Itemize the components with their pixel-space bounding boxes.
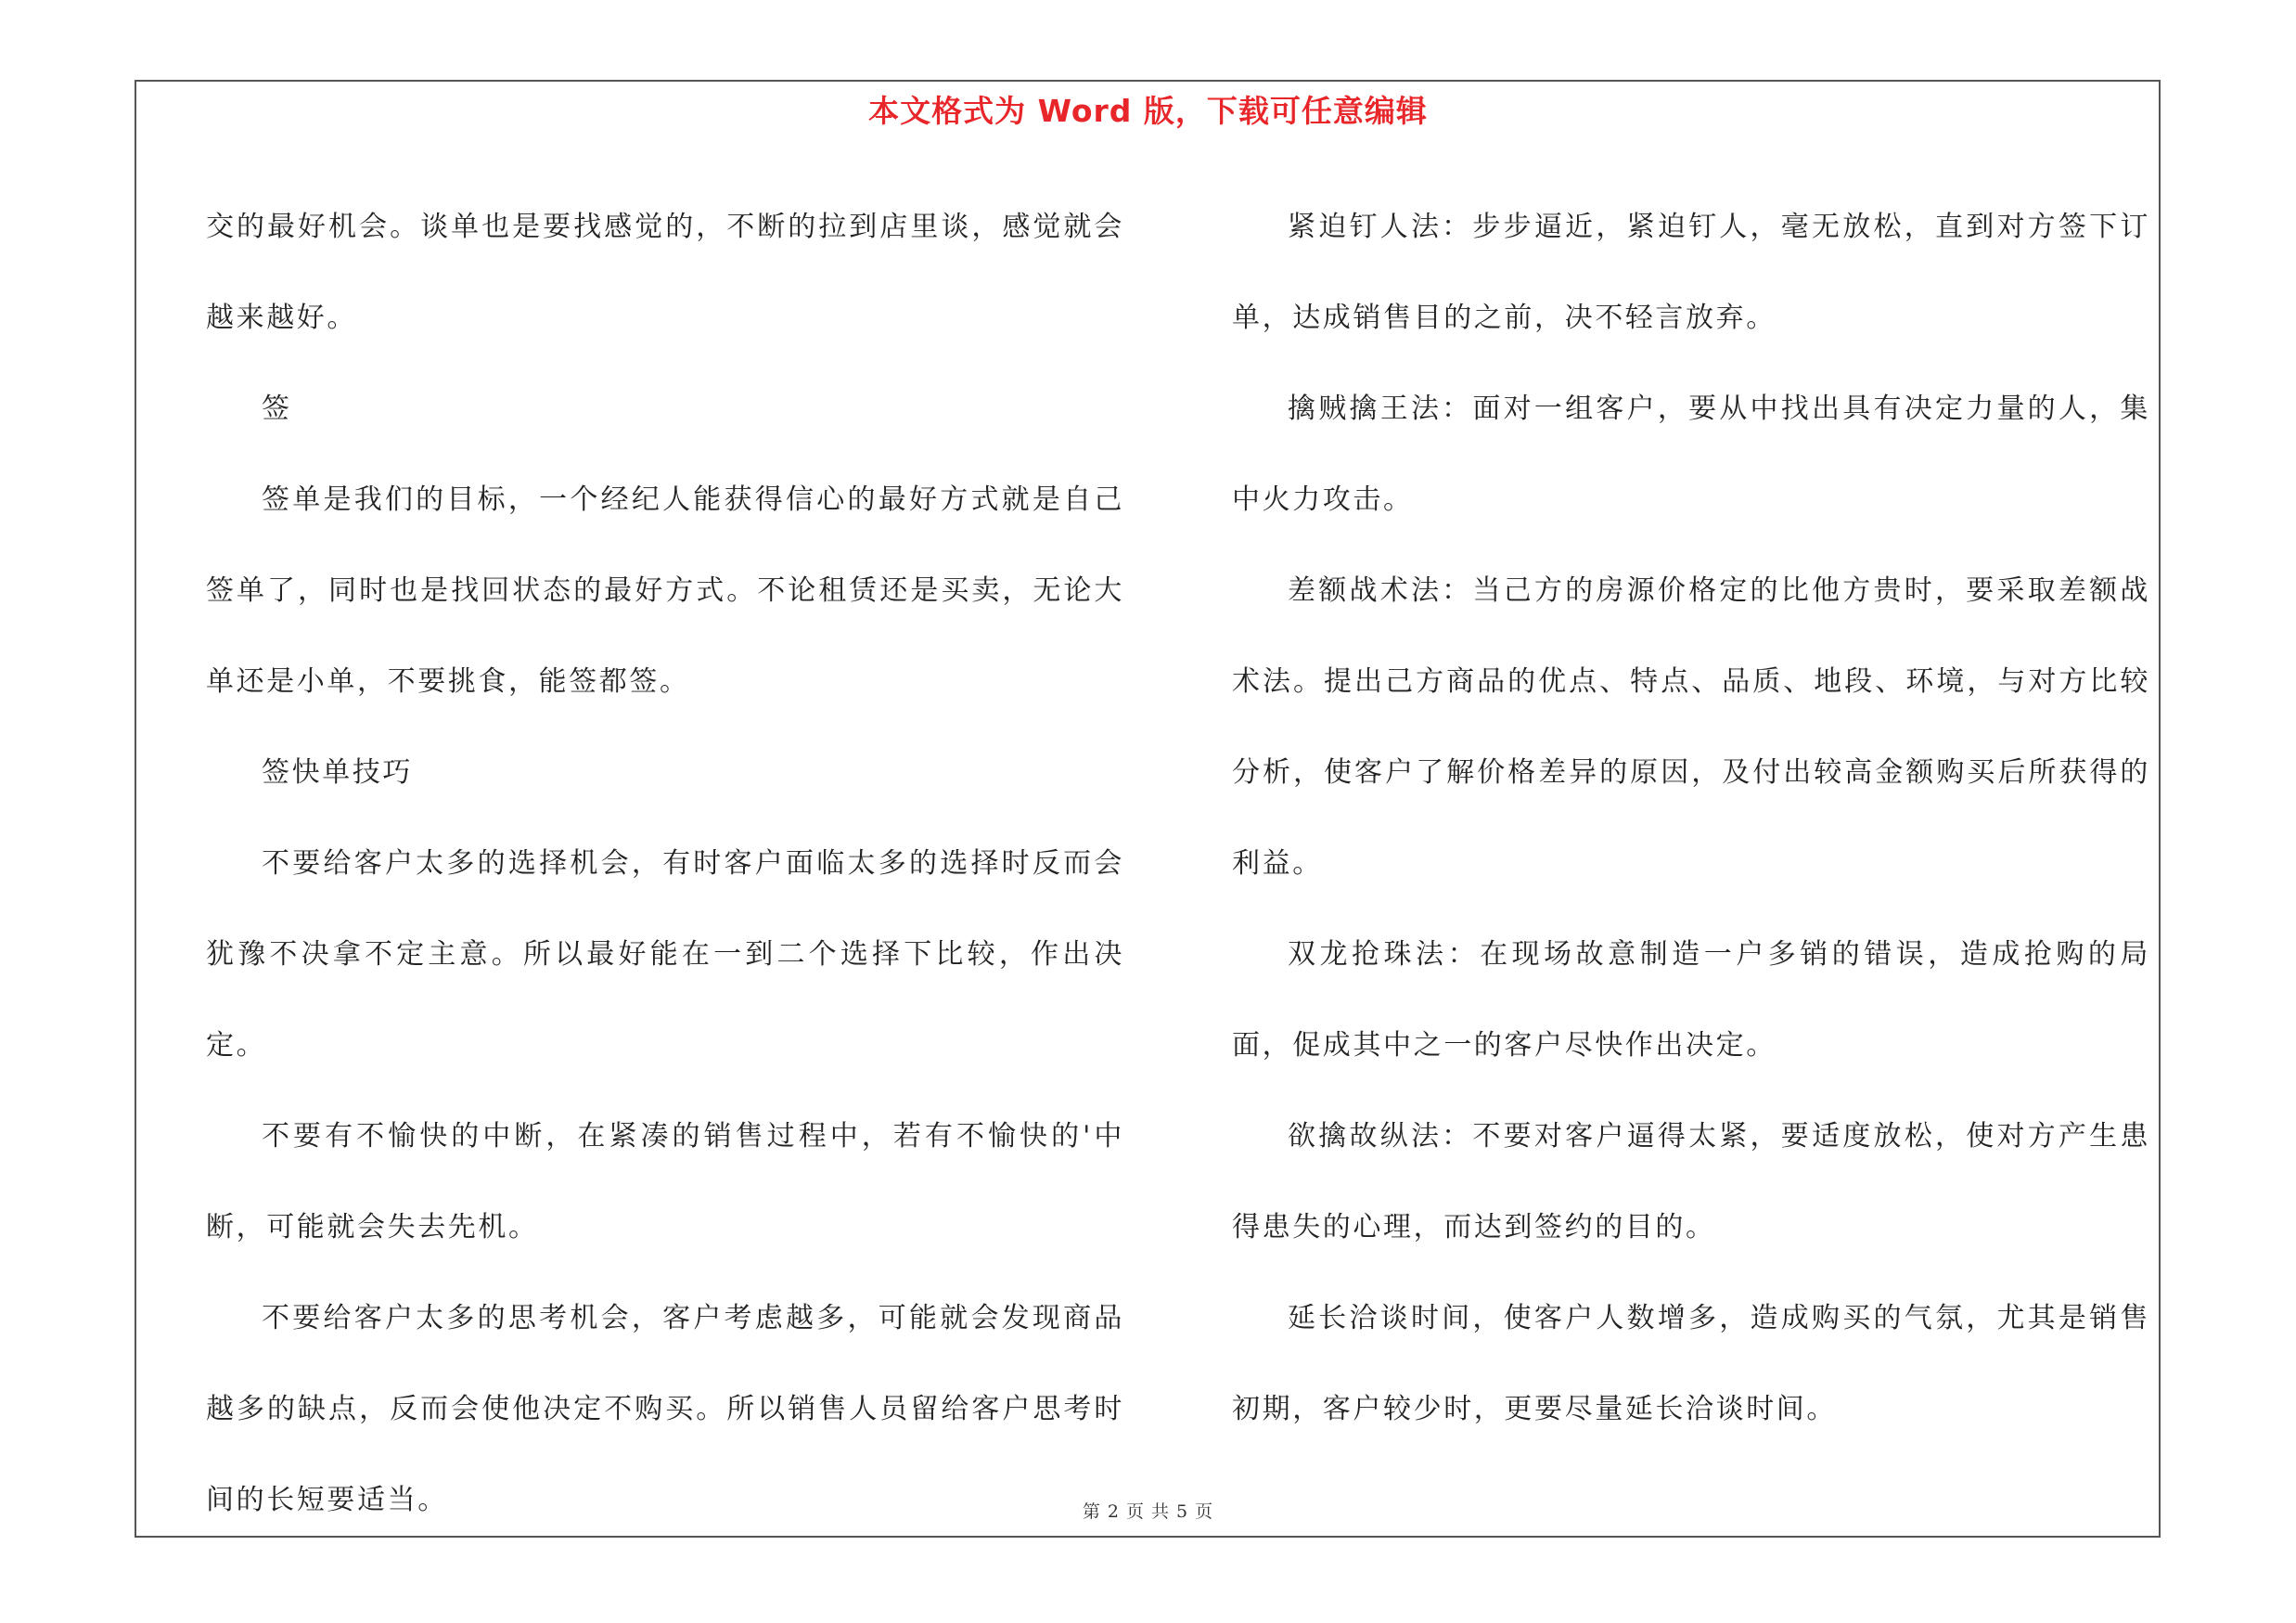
paragraph: 不要有不愉快的中断，在紧凑的销售过程中，若有不愉快的'中断，可能就会失去先机。: [206, 1120, 1124, 1243]
word-format-banner: 本文格式为 Word 版，下载可任意编辑: [868, 93, 1428, 129]
paragraph: 交的最好机会。谈单也是要找感觉的，不断的拉到店里谈，感觉就会越来越好。: [206, 211, 1124, 334]
paragraph: 双龙抢珠法：在现场故意制造一户多销的错误，造成抢购的局面，促成其中之一的客户尽快作出决定。: [1232, 938, 2150, 1062]
paragraph: 紧迫钉人法：步步逼近，紧迫钉人，毫无放松，直到对方签下订单，达成销售目的之前，决不轻言放弃。: [1232, 211, 2150, 334]
paragraph: 差额战术法：当己方的房源价格定的比他方贵时，要采取差额战术法。提出己方商品的优点、特点、品质、地段、环境，与对方比较分析，使客户了解价格差异的原因，及付出较高金额购买后所获得的利益。: [1232, 574, 2150, 880]
paragraph: 欲擒故纵法：不要对客户逼得太紧，要适度放松，使对方产生患得患失的心理，而达到签约的目的。: [1232, 1120, 2150, 1243]
right-column: [1232, 182, 2150, 1455]
paragraph: 签: [262, 393, 292, 425]
paragraph: 不要给客户太多的思考机会，客户考虑越多，可能就会发现商品越多的缺点，反而会使他决定不购买。所以销售人员留给客户思考时间的长短要适当。: [206, 1302, 1124, 1516]
paragraph: 擒贼擒王法：面对一组客户，要从中找出具有决定力量的人，集中火力攻击。: [1232, 393, 2150, 516]
paragraph: 延长洽谈时间，使客户人数增多，造成购买的气氛，尤其是销售初期，客户较少时，更要尽量延长洽谈时间。: [1232, 1302, 2150, 1425]
paragraph: 不要给客户太多的选择机会，有时客户面临太多的选择时反而会犹豫不决拿不定主意。所以最好能在一到二个选择下比较，作出决定。: [206, 847, 1124, 1062]
page-number-footer: 第 2 页 共 5 页: [1082, 1501, 1214, 1522]
paragraph: 签单是我们的目标，一个经纪人能获得信心的最好方式就是自己签单了，同时也是找回状态的最好方式。不论租赁还是买卖，无论大单还是小单，不要挑食，能签都签。: [206, 483, 1124, 698]
left-column: [206, 182, 1124, 1546]
paragraph: 签快单技巧: [262, 756, 413, 789]
